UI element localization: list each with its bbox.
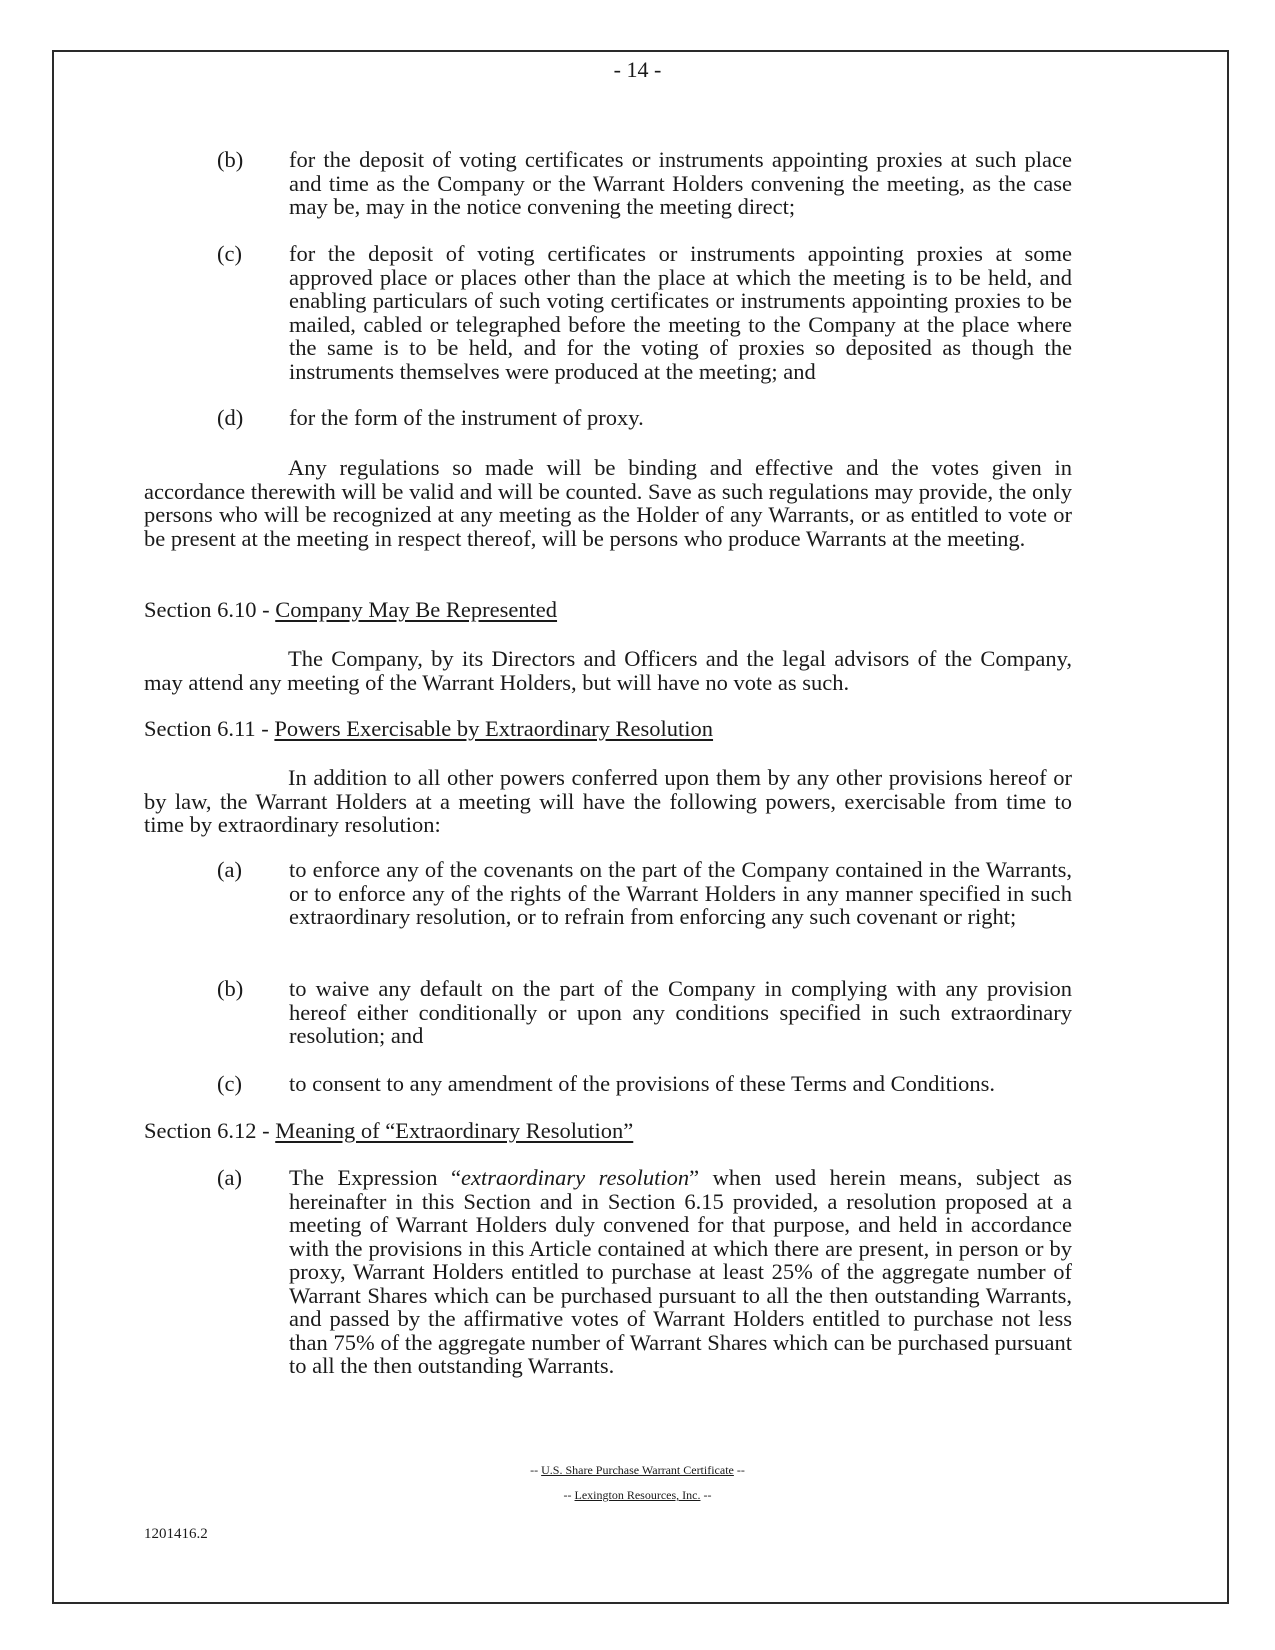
- item-label: (c): [217, 241, 242, 266]
- item-label: (b): [217, 976, 244, 1001]
- section-title: Powers Exercisable by Extraordinary Resolution: [274, 716, 714, 741]
- regulations-paragraph: Any regulations so made will be binding and effective and the votes given in accordance therewith will be valid and will be counted. Save as such regulations may provide, the only persons who will be recognized at any meeting as the Holder of any Warrants, or as entitled to vote or be present at the meeting in respect thereof, will be persons who produce Warrants at the meeting.: [144, 455, 1072, 551]
- page-number: - 14 -: [613, 57, 662, 82]
- section-6-12-heading: [144, 1118, 633, 1144]
- defined-term: extraordinary resolution: [461, 1165, 690, 1190]
- dash: --: [700, 1488, 712, 1502]
- item-label: (a): [217, 857, 242, 882]
- text-segment: The Expression “: [289, 1165, 461, 1190]
- item-text: [289, 1166, 1072, 1378]
- item-text: to waive any default on the part of the Company in complying with any provision hereof either conditionally or upon any conditions specified in such extraordinary resolution; and: [289, 976, 1072, 1048]
- item-label: (a): [217, 1165, 242, 1190]
- section-6-10-heading: [144, 597, 557, 623]
- item-text: for the deposit of voting certificates or instruments appointing proxies at some approved place or places other than the place at which the meeting is to be held, and enabling particulars of such voting certificates or instruments appointing proxies to be mailed, cabled or telegraphed before the meeting to the Company at the place where the same is to be held, and for the voting of proxies so deposited as though the instruments themselves were produced at the meeting; and: [289, 241, 1072, 384]
- document-number: 1201416.2: [144, 1526, 208, 1542]
- section-number: Section 6.10 -: [144, 597, 276, 622]
- section-6-11-heading: [144, 716, 713, 742]
- section-number: Section 6.11 -: [144, 716, 275, 741]
- footer-certificate-title: [0, 1463, 1275, 1478]
- item-text: to enforce any of the covenants on the part of the Company contained in the Warrants, or to enforce any of the rights of the Warrant Holders in any manner specified in such extraordinary resolution, or to refrain from enforcing any such covenant or right;: [289, 857, 1072, 929]
- item-text: to consent to any amendment of the provisions of these Terms and Conditions.: [289, 1071, 996, 1096]
- dash: --: [530, 1463, 542, 1477]
- section-number: Section 6.12 -: [144, 1118, 276, 1143]
- section-6-10-paragraph: The Company, by its Directors and Officers and the legal advisors of the Company, may attend any meeting of the Warrant Holders, but will have no vote as such.: [144, 646, 1072, 695]
- section-title: Company May Be Represented: [275, 597, 558, 622]
- item-label: (b): [217, 147, 244, 172]
- item-label: (d): [217, 405, 244, 430]
- section-title: Meaning of “Extraordinary Resolution”: [275, 1118, 634, 1143]
- item-text: for the deposit of voting certificates or instruments appointing proxies at such place and time as the Company or the Warrant Holders convening the meeting, as the case may be, may in the notice convening the meeting direct;: [289, 147, 1072, 219]
- text-segment: ” when used herein means, subject as hereinafter in this Section and in Section 6.15 provided, a resolution proposed at a meeting of Warrant Holders duly convened for that purpose, and held in accordance with the provisions in this Article contained at which there are present, in person or by proxy, Warrant Holders entitled to purchase at least 25% of the aggregate number of Warrant Shares which can be purchased pursuant to all the then outstanding Warrants, and passed by the affirmative votes of Warrant Holders entitled to purchase not less than 75% of the aggregate number of Warrant Shares which can be purchased pursuant to all the then outstanding Warrants.: [289, 1165, 1072, 1378]
- section-6-11-paragraph: In addition to all other powers conferred upon them by any other provisions hereof or by law, the Warrant Holders at a meeting will have the following powers, exercisable from time to time by extraordinary resolution:: [144, 765, 1072, 837]
- dash: --: [733, 1463, 745, 1477]
- footer-company-name: [0, 1488, 1275, 1503]
- item-text: for the form of the instrument of proxy.: [289, 405, 644, 430]
- item-label: (c): [217, 1071, 242, 1096]
- company-name: Lexington Resources, Inc.: [574, 1488, 701, 1502]
- certificate-title: U.S. Share Purchase Warrant Certificate: [541, 1463, 734, 1477]
- dash: --: [563, 1488, 575, 1502]
